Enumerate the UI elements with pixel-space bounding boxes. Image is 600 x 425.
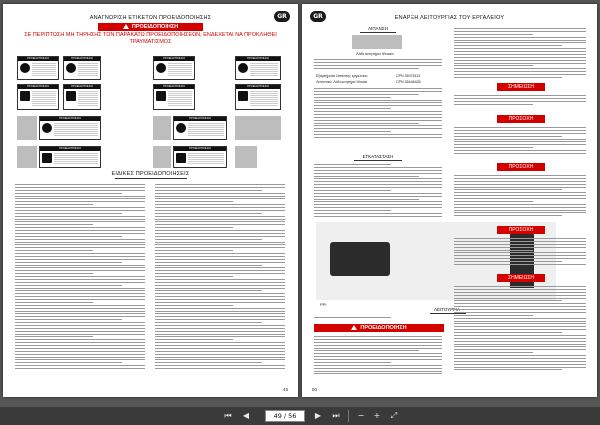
warning-label-card: ΠΡΟΕΙΔΟΠΟΙΗΣΗ	[173, 146, 227, 168]
vibration-icon	[176, 153, 186, 163]
body-text-column	[454, 95, 586, 107]
warning-label-card: ΠΡΟΕΙΔΟΠΟΙΗΣΗ	[235, 84, 281, 110]
warning-label-card: ΠΡΟΕΙΔΟΠΟΙΗΣΗ	[63, 84, 101, 110]
next-page-icon[interactable]: ▶	[314, 411, 322, 420]
warning-label-card: ΠΡΟΕΙΔΟΠΟΙΗΣΗ	[17, 84, 59, 110]
notice-bar: ΣΗΜΕΙΩΣΗ	[497, 274, 545, 282]
section-title: ΕΙΔΙΚΕΣ ΠΡΟΕΙΔΟΠΟΙΗΣΕΙΣ	[111, 171, 190, 177]
lifting-icon	[42, 153, 52, 163]
page-title: ΕΝΑΡΞΗ ΛΕΙΤΟΥΡΓΙΑΣ ΤΟΥ ΕΡΓΑΛΕΙΟΥ	[394, 15, 505, 21]
first-page-icon[interactable]: ⏮	[224, 411, 232, 420]
body-text-column	[314, 59, 442, 71]
hand-injury-icon	[20, 91, 30, 101]
warning-label-card: ΠΡΟΕΙΔΟΠΟΙΗΣΗ	[39, 116, 101, 140]
page-number-field[interactable]: 49 / 56	[265, 410, 305, 422]
caution-bar: ΠΡΟΣΟΧΗ	[497, 115, 545, 123]
warning-triangle-icon	[351, 325, 357, 330]
symbol-block	[153, 116, 171, 140]
warning-label-card: ΠΡΟΕΙΔΟΠΟΙΗΣΗ	[63, 56, 101, 80]
hose-whip-icon	[238, 91, 248, 101]
respirator-icon	[238, 63, 248, 73]
figure-caption: Λάδι κινητήρα Ψεκασ	[356, 51, 394, 56]
flying-debris-icon	[176, 123, 186, 133]
warning-triangle-icon	[123, 24, 129, 29]
electric-shock-icon	[156, 91, 166, 101]
body-text-column	[314, 164, 442, 219]
warning-label-card: ΠΡΟΕΙΔΟΠΟΙΗΣΗ	[39, 146, 101, 168]
installation-heading: ΕΓΚΑΤΑΣΤΑΣΗ	[362, 154, 394, 159]
warning-label-card: ΠΡΟΕΙΔΟΠΟΙΗΣΗ	[17, 56, 59, 80]
eye-protection-icon	[66, 63, 76, 73]
heading-underline	[360, 32, 396, 33]
prev-page-icon[interactable]: ◀	[242, 411, 250, 420]
lubrication-heading: ΛΙΠΑΝΣΗ	[368, 26, 388, 31]
gloves-icon	[66, 91, 76, 101]
manual-icon	[156, 63, 166, 73]
warning-label-card: ΠΡΟΕΙΔΟΠΟΙΗΣΗ	[173, 116, 227, 140]
no-smoking-icon	[42, 123, 52, 133]
compressor-illustration	[330, 242, 390, 276]
notice-bar: ΣΗΜΕΙΩΣΗ	[497, 83, 545, 91]
spec-label: Εξαρτήματα λίπανσης εργαλείου	[316, 74, 368, 78]
page-number: 50	[312, 387, 318, 392]
body-text-column	[454, 238, 586, 267]
symbol-block	[17, 116, 37, 140]
warning-text: ΣΕ ΠΕΡΙΠΤΩΣΗ ΜΗ ΤΗΡΗΣΗΣ ΤΩΝ ΠΑΡΑΚΑΤΩ ΠΡΟΕΙΔΟΠΟΙΗΣΕΩΝ, ΕΝΔΕΧΕΤΑΙ ΝΑ ΠΡΟΚΛΗΘΕΙ ΤΡΑΥΜΑΤΙΣΜΟΣ	[24, 32, 277, 45]
body-text-column	[454, 175, 586, 218]
warning-label-card: ΠΡΟΕΙΔΟΠΟΙΗΣΗ	[235, 56, 281, 80]
oil-bottle-illustration	[352, 35, 402, 49]
page-title: ΑΝΑΓΝΩΡΙΣΗ ΕΤΙΚΕΤΩΝ ΠΡΟΕΙΔΟΠΟΙΗΣΗΣ	[89, 15, 212, 21]
warning-label-card: ΠΡΟΕΙΔΟΠΟΙΗΣΗ	[153, 56, 195, 80]
document-page-left	[3, 4, 298, 397]
heading-underline	[354, 160, 402, 161]
warning-bar: ΠΡΟΕΙΔΟΠΟΙΗΣΗ	[314, 324, 444, 332]
title-underline	[115, 178, 187, 179]
language-badge: GR	[274, 11, 290, 22]
figure-label: PPI	[320, 302, 327, 307]
toolbar-separator	[348, 410, 349, 422]
body-text-column	[454, 28, 586, 80]
fullscreen-icon[interactable]: ⤢	[390, 411, 398, 420]
warning-label-card: ΠΡΟΕΙΔΟΠΟΙΗΣΗ	[153, 84, 195, 110]
last-page-icon[interactable]: ⏭	[332, 411, 340, 420]
body-text-column	[314, 317, 442, 320]
document-page-right	[302, 4, 597, 397]
spec-code: CPN 35446405	[396, 80, 421, 84]
ear-protection-icon	[20, 63, 30, 73]
body-text-column	[454, 286, 586, 372]
spec-label: Λιπαντικό, Λάδι κινητήρα Ψεκασ	[316, 80, 368, 84]
page-number: 49	[282, 387, 288, 392]
language-badge: GR	[310, 11, 326, 22]
warning-bar: ΠΡΟΕΙΔΟΠΟΙΗΣΗ	[98, 23, 203, 31]
body-text-column	[155, 184, 285, 371]
viewer-toolbar	[0, 407, 600, 425]
body-text-column	[454, 127, 586, 156]
symbol-block	[153, 146, 171, 168]
zoom-in-icon[interactable]: +	[373, 411, 381, 420]
body-text-column	[15, 184, 145, 371]
body-text-column	[314, 88, 442, 140]
caution-bar: ΠΡΟΣΟΧΗ	[497, 163, 545, 171]
symbol-block	[235, 146, 257, 168]
symbol-block	[17, 146, 37, 168]
body-text-column	[314, 336, 442, 376]
spec-code: CPN 35375113	[396, 74, 421, 78]
symbol-block	[235, 116, 281, 140]
caution-bar: ΠΡΟΣΟΧΗ	[497, 226, 545, 234]
zoom-out-icon[interactable]: −	[357, 411, 365, 420]
operation-heading: ΛΕΙΤΟΥΡΓΙΑ	[433, 307, 460, 312]
